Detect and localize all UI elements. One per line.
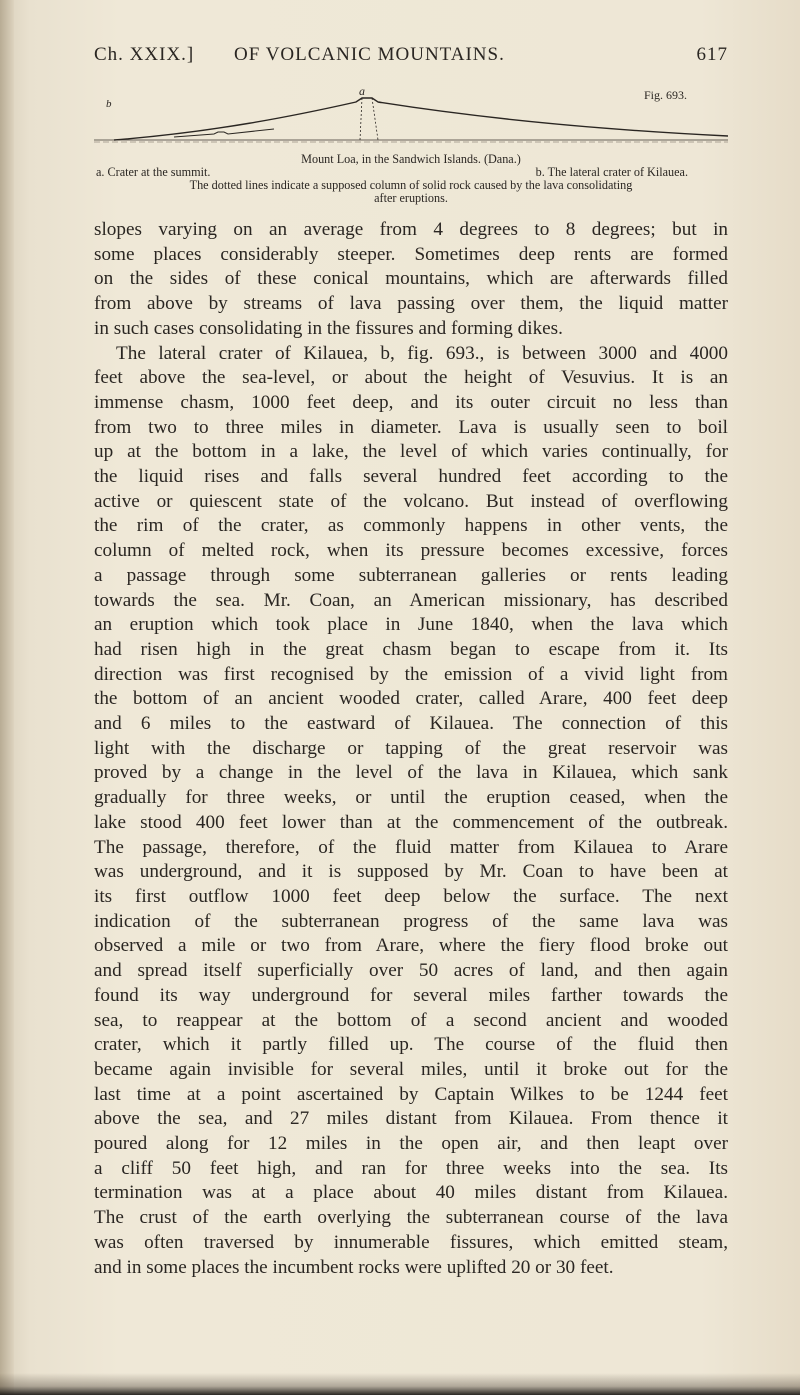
body-line: direction was first recognised by the emission of a vivid light from — [94, 663, 728, 685]
page-spine-shadow — [0, 0, 14, 1395]
body-line: indication of the subterranean progress of the same lava was — [94, 910, 728, 932]
body-line: some places considerably steeper. Sometimes deep rents are formed — [94, 243, 728, 265]
body-line: towards the sea. Mr. Coan, an American missionary, has described — [94, 589, 728, 611]
body-line: in such cases consolidating in the fissures and forming dikes. — [94, 317, 563, 339]
page-number: 617 — [696, 44, 728, 65]
running-title: OF VOLCANIC MOUNTAINS. — [234, 44, 505, 65]
body-line: was often traversed by innumerable fissures, which emitted steam, — [94, 1231, 728, 1253]
body-line: and spread itself superficially over 50 acres of land, and then again — [94, 960, 728, 982]
body-line: active or quiescent state of the volcano. But instead of overflowing — [94, 490, 728, 512]
body-line: the liquid rises and falls several hundred feet according to the — [94, 466, 728, 488]
body-line: poured along for 12 miles in the open air, and then leapt over — [94, 1133, 728, 1155]
caption-note: The dotted lines indicate a supposed column of solid rock caused by the lava consolidating — [189, 178, 633, 192]
caption-note-cont: after eruptions. — [374, 191, 448, 205]
body-line: was underground, and it is supposed by Mr. Coan to have been at — [94, 861, 728, 883]
body-line: crater, which it partly filled up. The course of the fluid then — [94, 1034, 728, 1056]
body-line: The lateral crater of Kilauea, b, fig. 693., is between 3000 and 4000 — [116, 342, 728, 364]
body-line: The passage, therefore, of the fluid matter from Kilauea to Arare — [94, 836, 728, 858]
body-line: became again invisible for several miles, until it broke out for the — [94, 1058, 728, 1080]
figure-label-a: a — [359, 84, 365, 98]
body-line: lake stood 400 feet lower than at the commencement of the outbreak. — [94, 811, 728, 833]
body-line: a cliff 50 feet high, and ran for three weeks into the sea. Its — [94, 1157, 728, 1179]
body-line: above the sea, and 27 miles distant from Kilauea. From thence it — [94, 1108, 728, 1130]
body-line: sea, to reappear at the bottom of a second ancient and wooded — [94, 1009, 728, 1031]
caption-item-a: a. Crater at the summit. — [96, 165, 211, 179]
running-header — [94, 44, 728, 74]
body-line: up at the bottom in a lake, the level of which varies continually, for — [94, 441, 728, 463]
figure-label-b: b — [106, 98, 112, 110]
body-line: a passage through some subterranean galleries or rents leading — [94, 564, 728, 586]
body-line: column of melted rock, when its pressure becomes excessive, forces — [94, 540, 728, 562]
figure-caption — [94, 153, 728, 205]
body-line: termination was at a place about 40 miles distant from Kilauea. — [94, 1182, 728, 1204]
caption-item-b: b. The lateral crater of Kilauea. — [535, 165, 688, 179]
body-line: The crust of the earth overlying the subterranean course of the lava — [94, 1207, 728, 1229]
body-line: last time at a point ascertained by Captain Wilkes to be 1244 feet — [94, 1083, 728, 1105]
body-line: feet above the sea-level, or about the height of Vesuvius. It is an — [94, 367, 728, 389]
page-bottom-edge — [0, 1373, 800, 1395]
caption-title: Mount Loa, in the Sandwich Islands. (Dana.) — [301, 152, 521, 166]
body-line: the rim of the crater, as commonly happens in other vents, the — [94, 515, 728, 537]
body-line: had risen high in the great chasm began to escape from it. Its — [94, 638, 728, 660]
body-line: found its way underground for several miles farther towards the — [94, 984, 728, 1006]
body-line: on the sides of these conical mountains, which are afterwards filled — [94, 268, 728, 290]
body-line: an eruption which took place in June 1840, when the lava which — [94, 614, 728, 636]
body-line: the bottom of an ancient wooded crater, called Arare, 400 feet deep — [94, 688, 728, 710]
body-line: from two to three miles in diameter. Lava is usually seen to boil — [94, 416, 728, 438]
body-line: proved by a change in the level of the lava in Kilauea, which sank — [94, 762, 728, 784]
body-line: slopes varying on an average from 4 degrees to 8 degrees; but in — [94, 219, 728, 240]
figure-693 — [94, 84, 728, 148]
mountain-profile-illustration — [94, 84, 728, 148]
body-line: gradually for three weeks, or until the eruption ceased, when the — [94, 787, 728, 809]
figure-number: Fig. 693. — [644, 88, 688, 102]
body-line: from above by streams of lava passing over them, the liquid matter — [94, 293, 728, 315]
body-line: its first outflow 1000 feet deep below the surface. The next — [94, 885, 728, 907]
body-text — [94, 218, 728, 1280]
body-line: light with the discharge or tapping of the great reservoir was — [94, 737, 728, 759]
body-line: and 6 miles to the eastward of Kilauea. The connection of this — [94, 713, 728, 735]
body-line: and in some places the incumbent rocks were uplifted 20 or 30 feet. — [94, 1256, 614, 1278]
chapter-label: Ch. XXIX.] — [94, 44, 195, 65]
body-line: immense chasm, 1000 feet deep, and its outer circuit no less than — [94, 391, 728, 413]
body-line: observed a mile or two from Arare, where the fiery flood broke out — [94, 935, 728, 957]
